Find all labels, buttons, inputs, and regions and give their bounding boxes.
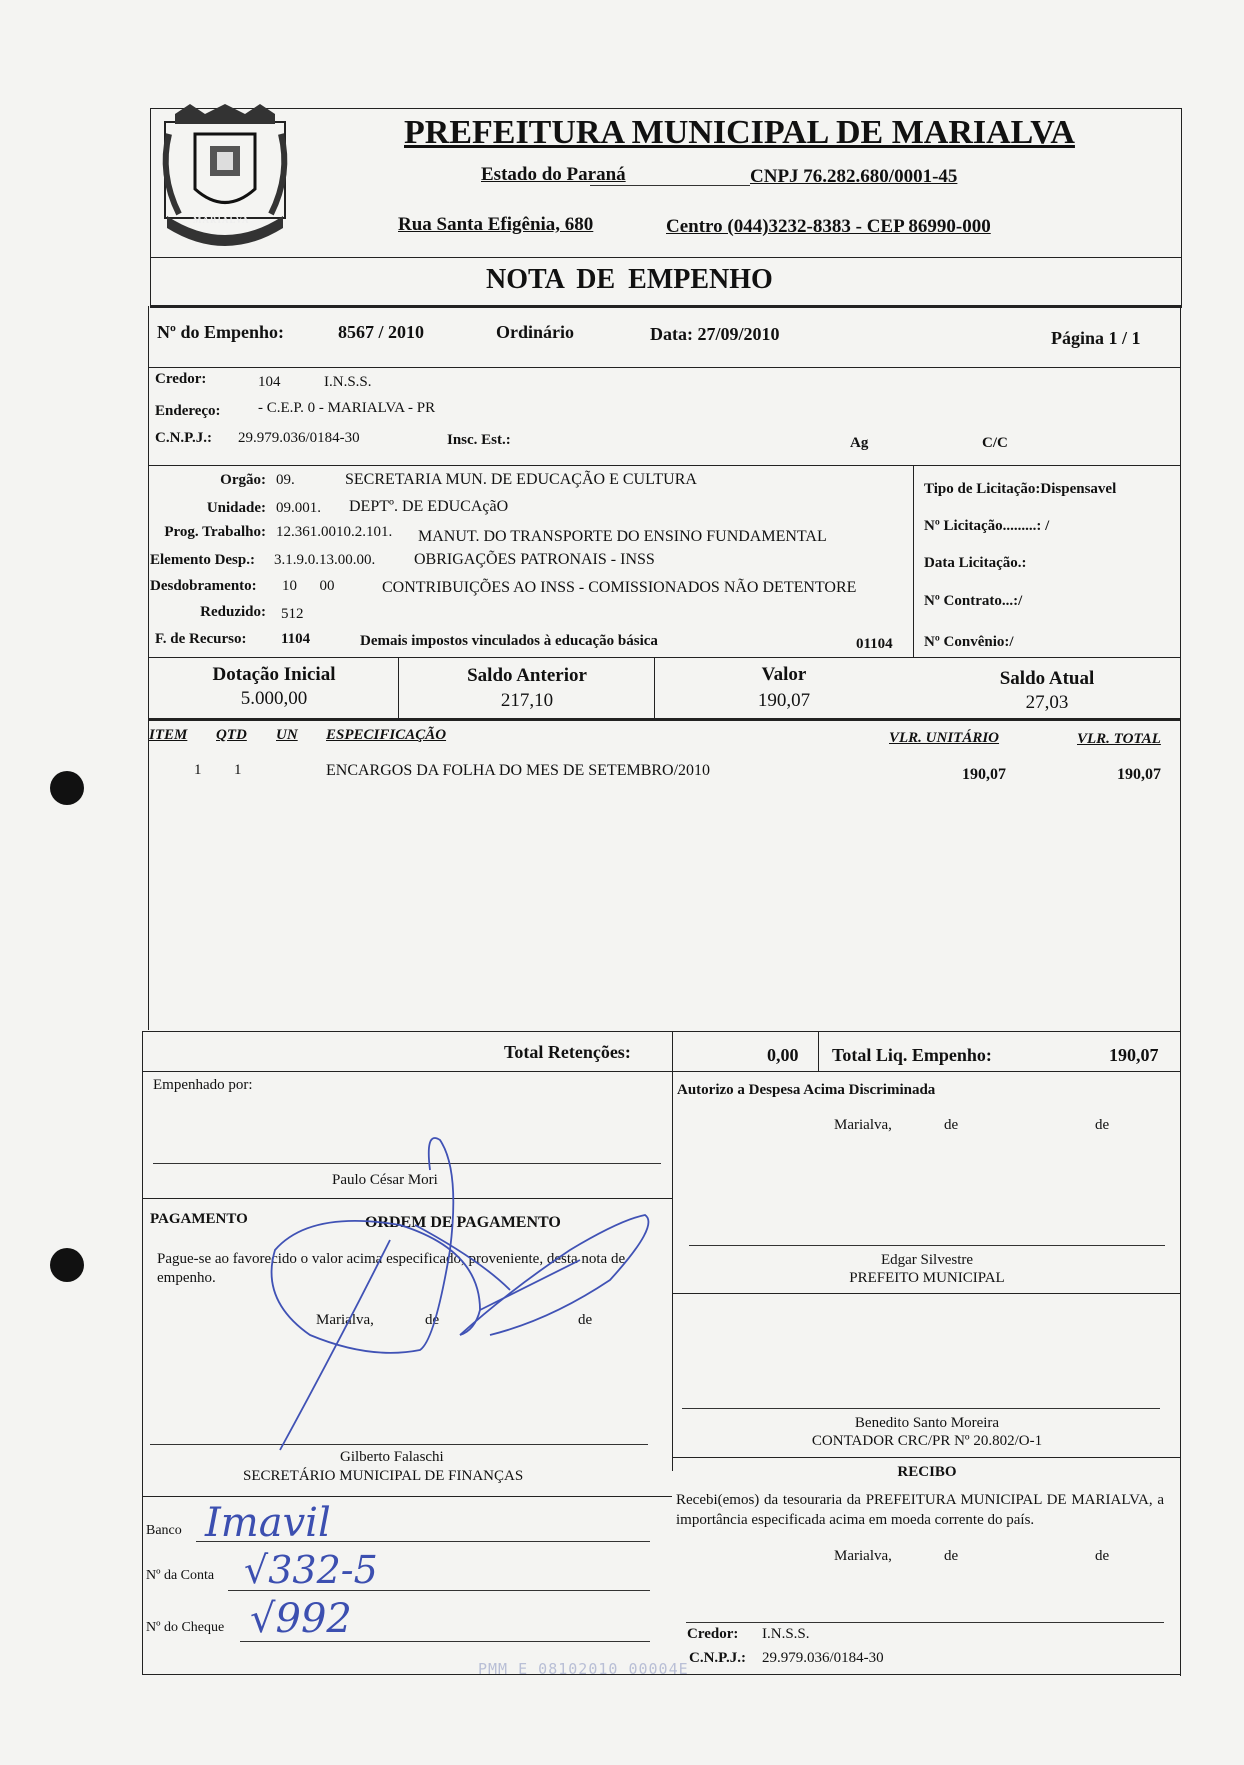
- recibo-de-2: de: [1095, 1548, 1110, 1564]
- saldo-anterior-label: Saldo Anterior: [467, 665, 587, 686]
- processing-stamp: PMM E 08102010 00004E: [478, 1660, 689, 1678]
- secretario-name: Gilberto Falaschi: [340, 1449, 444, 1465]
- prog-trabalho-label: Prog. Trabalho:: [164, 524, 266, 540]
- cnpj-header: CNPJ 76.282.680/0001-45: [750, 166, 958, 187]
- signature-scribble: [250, 1130, 670, 1510]
- ordem-pagamento-title: ORDEM DE PAGAMENTO: [365, 1214, 561, 1231]
- credor-cnpj: 29.979.036/0184-30: [238, 430, 360, 446]
- empenho-type: Ordinário: [496, 322, 575, 342]
- banco-handwritten: Imavil: [205, 1500, 331, 1546]
- contact-header: Centro (044)3232-8383 - CEP 86990-000: [666, 216, 991, 237]
- cnpj-label: C.N.P.J.:: [155, 430, 212, 446]
- empenho-date: Data: 27/09/2010: [650, 324, 780, 344]
- banco-label: Banco: [146, 1523, 182, 1538]
- reduzido-value: 512: [281, 606, 304, 622]
- total-liq-label: Total Liq. Empenho:: [832, 1045, 992, 1065]
- total-retencoes-label: Total Retenções:: [504, 1042, 631, 1062]
- unidade-label: Unidade:: [206, 500, 266, 516]
- autorizo-de-2: de: [1095, 1117, 1110, 1133]
- empenho-number-label: Nº do Empenho:: [157, 322, 284, 342]
- prefeito-name: Edgar Silvestre: [880, 1252, 974, 1268]
- elemento-name: OBRIGAÇÕES PATRONAIS - INSS: [414, 551, 655, 568]
- pague-text: Pague-se ao favorecido o valor acima especificado, proveniente, desta nota de empenho.: [157, 1251, 626, 1286]
- cheque-handwritten: √992: [250, 1596, 352, 1642]
- recibo-cnpj: 29.979.036/0184-30: [762, 1650, 884, 1666]
- col-un: UN: [276, 727, 298, 743]
- reduzido-label: Reduzido:: [200, 604, 266, 620]
- total-liq-value: 190,07: [1109, 1045, 1159, 1065]
- saldo-anterior-value: 217,10: [500, 690, 554, 711]
- recurso-ref: 01104: [856, 636, 893, 652]
- desdobramento-label: Desdobramento:: [150, 578, 257, 594]
- numero-contrato: Nº Contrato...:/: [924, 593, 1023, 609]
- prog-trabalho-code: 12.361.0010.2.101.: [276, 524, 393, 540]
- endereco-label: Endereço:: [155, 403, 221, 419]
- recurso-label: F. de Recurso:: [155, 631, 247, 647]
- recibo-credor-label: Credor:: [687, 1626, 739, 1642]
- numero-licitacao: Nº Licitação.........: /: [924, 518, 1050, 534]
- col-vlr-total: VLR. TOTAL: [1077, 731, 1161, 747]
- unidade-name: DEPTº. DE EDUCAçãO: [349, 498, 509, 515]
- document-title: NOTA DE EMPENHO: [486, 264, 773, 295]
- orgao-name: SECRETARIA MUN. DE EDUCAÇÃO E CULTURA: [345, 471, 697, 488]
- credor-code: 104: [258, 374, 281, 390]
- autorizo-city: Marialva,: [834, 1117, 892, 1133]
- data-licitacao: Data Licitação.:: [924, 555, 1027, 571]
- table-row-item: 1: [194, 762, 202, 778]
- recibo-text: Recebi(emos) da tesouraria da PREFEITURA MUNICIPAL DE MARIALVA, a importância especificada acima em moeda corrente do país.: [676, 1492, 1164, 1528]
- contador-name: Benedito Santo Moreira: [854, 1415, 1000, 1431]
- credor-address: - C.E.P. 0 - MARIALVA - PR: [258, 400, 436, 416]
- address-header: Rua Santa Efigênia, 680: [398, 214, 594, 235]
- total-retencoes-value: 0,00: [767, 1045, 799, 1065]
- saldo-atual-value: 27,03: [1025, 692, 1069, 713]
- insc-est-label: Insc. Est.:: [447, 432, 511, 448]
- credor-name: I.N.S.S.: [324, 374, 372, 390]
- desdobramento-code: 10 00: [282, 578, 335, 594]
- prog-trabalho-name: MANUT. DO TRANSPORTE DO ENSINO FUNDAMENTAL: [418, 528, 827, 545]
- recibo-city: Marialva,: [834, 1548, 892, 1564]
- unidade-code: 09.001.: [276, 500, 321, 516]
- prefeito-title: PREFEITO MUNICIPAL: [849, 1270, 1005, 1286]
- tipo-licitacao: Tipo de Licitação:Dispensavel: [924, 481, 1117, 497]
- dotacao-label: Dotação Inicial: [212, 664, 336, 685]
- state-label: Estado do Paraná: [481, 164, 626, 185]
- recibo-de-1: de: [944, 1548, 959, 1564]
- table-row-qtd: 1: [234, 762, 242, 778]
- pagamento-city: Marialva,: [316, 1312, 374, 1328]
- table-row-unit: 190,07: [962, 766, 1006, 783]
- empenho-number: 8567 / 2010: [338, 322, 425, 342]
- elemento-label: Elemento Desp.:: [150, 552, 255, 568]
- pagamento-de-2: de: [578, 1312, 593, 1328]
- municipality-title: PREFEITURA MUNICIPAL DE MARIALVA: [404, 114, 1075, 151]
- col-especificacao: ESPECIFICAÇÃO: [326, 727, 447, 743]
- dotacao-value: 5.000,00: [240, 688, 308, 709]
- cc-label: C/C: [982, 435, 1008, 451]
- contador-title: CONTADOR CRC/PR Nº 20.802/O-1: [811, 1433, 1043, 1449]
- recibo-cnpj-label: C.N.P.J.:: [689, 1650, 746, 1666]
- numero-convenio: Nº Convênio:/: [924, 634, 1014, 650]
- col-item: ITEM: [149, 727, 188, 743]
- autorizo-de-1: de: [944, 1117, 959, 1133]
- recibo-title: RECIBO: [897, 1464, 957, 1480]
- orgao-label: Orgão:: [220, 472, 266, 488]
- pagamento-de-1: de: [425, 1312, 440, 1328]
- table-row-spec: ENCARGOS DA FOLHA DO MES DE SETEMBRO/2010: [326, 762, 711, 779]
- conta-label: Nº da Conta: [146, 1568, 215, 1583]
- valor-value: 190,07: [757, 690, 811, 711]
- recurso-code: 1104: [281, 631, 311, 647]
- municipal-crest-icon: [155, 104, 295, 254]
- conta-handwritten: √332-5: [244, 1548, 378, 1592]
- desdobramento-name: CONTRIBUIÇÕES AO INSS - COMISSIONADOS NÃO DETENTORE: [382, 579, 857, 596]
- page-number: Página 1 / 1: [1051, 328, 1141, 348]
- table-row-total: 190,07: [1117, 766, 1161, 783]
- saldo-atual-label: Saldo Atual: [999, 668, 1095, 689]
- ag-label: Ag: [850, 435, 869, 451]
- credor-label: Credor:: [155, 371, 207, 387]
- orgao-code: 09.: [276, 472, 295, 488]
- recurso-name: Demais impostos vinculados à educação básica: [360, 633, 658, 649]
- autorizo-label: Autorizo a Despesa Acima Discriminada: [677, 1082, 936, 1098]
- recibo-credor: I.N.S.S.: [762, 1626, 810, 1642]
- secretario-title: SECRETÁRIO MUNICIPAL DE FINANÇAS: [243, 1468, 524, 1484]
- col-qtd: QTD: [216, 727, 247, 743]
- empenhado-label: Empenhado por:: [153, 1077, 253, 1093]
- crest-banner-text: MARIALVA: [193, 215, 250, 225]
- punch-hole-bottom: [50, 1248, 84, 1282]
- empenhado-name: Paulo César Mori: [332, 1172, 438, 1188]
- valor-label: Valor: [761, 664, 807, 685]
- cheque-label: Nº do Cheque: [146, 1620, 225, 1635]
- pagamento-label: PAGAMENTO: [150, 1211, 248, 1227]
- col-vlr-unitario: VLR. UNITÁRIO: [889, 730, 1000, 746]
- punch-hole-top: [50, 771, 84, 805]
- elemento-code: 3.1.9.0.13.00.00.: [274, 552, 376, 568]
